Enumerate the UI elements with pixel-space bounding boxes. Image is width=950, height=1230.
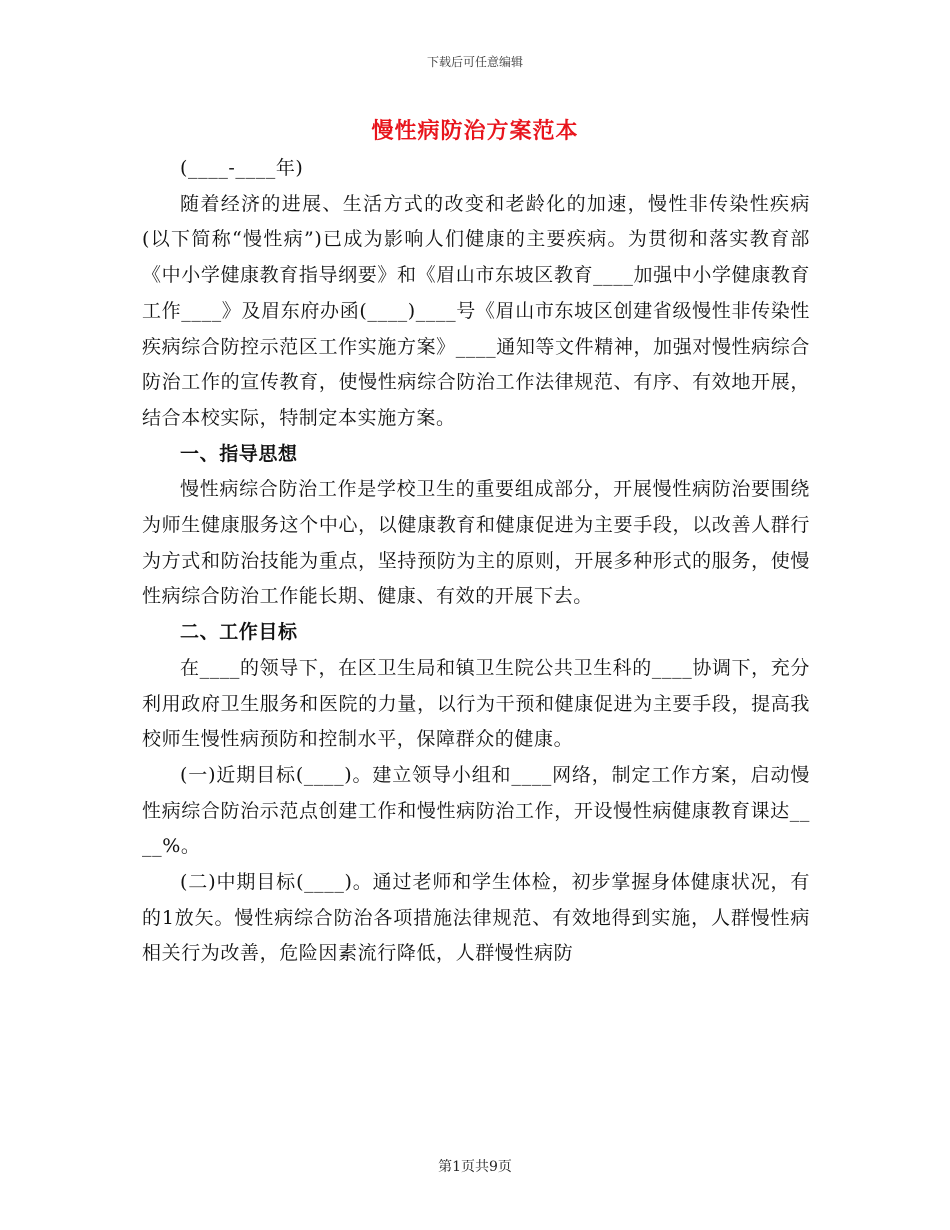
date-line: (____-____年) [180,157,304,179]
goal-short-term-paragraph: (一)近期目标(____)。建立领导小组和____网络，制定工作方案，启动慢性病综合防治示范点创建工作和慢性病防治工作，开设慢性病健康教育课达____%。 [142,763,810,858]
page-header-note: 下载后可任意编辑 [426,55,523,69]
section-heading-guiding-ideology: 一、指导思想 [180,442,298,465]
document-title: 慢性病防治方案范本 [371,118,579,144]
goal-mid-term-paragraph: (二)中期目标(____)。通过老师和学生体检，初步掌握身体健康状况，有的1放矢。慢性病综合防治各项措施法律规范、有效地得到实施，人群慢性病相关行为改善，危险因素流行降低，人群慢性病防 [142,871,810,965]
section-heading-work-goals: 二、工作目标 [180,621,298,644]
section-paragraph-guiding-ideology: 慢性病综合防治工作是学校卫生的重要组成部分，开展慢性病防治要围绕为师生健康服务这个中心，以健康教育和健康促进为主要手段，以改善人群行为方式和防治技能为重点，坚持预防为主的原则，开展多种形式的服务，使慢性病综合防治工作能长期、健康、有效的开展下去。 [142,478,810,608]
page-footer-number: 第1页共9页 [438,1159,512,1175]
section-paragraph-work-goals: 在____的领导下，在区卫生局和镇卫生院公共卫生科的____协调下，充分利用政府卫生服务和医院的力量，以行为干预和健康促进为主要手段，提高我校师生慢性病预防和控制水平，保障群众的健康。 [142,656,810,751]
intro-paragraph: 随着经济的进展、生活方式的改变和老龄化的加速，慢性非传染性疾病(以下简称“慢性病”)已成为影响人们健康的主要疾病。为贯彻和落实教育部《中小学健康教育指导纲要》和《眉山市东坡区教育____加强中小学健康教育工作____》及眉东府办函(____)____号《眉山市东坡区创建省级慢性非传染性疾病综合防控示范区工作实施方案》____通知等文件精神，加强对慢性病综合防治工作的宣传教育，使慢性病综合防治工作法律规范、有序、有效地开展，结合本校实际，特制定本实施方案。 [142,192,810,429]
document-body [142,151,810,972]
